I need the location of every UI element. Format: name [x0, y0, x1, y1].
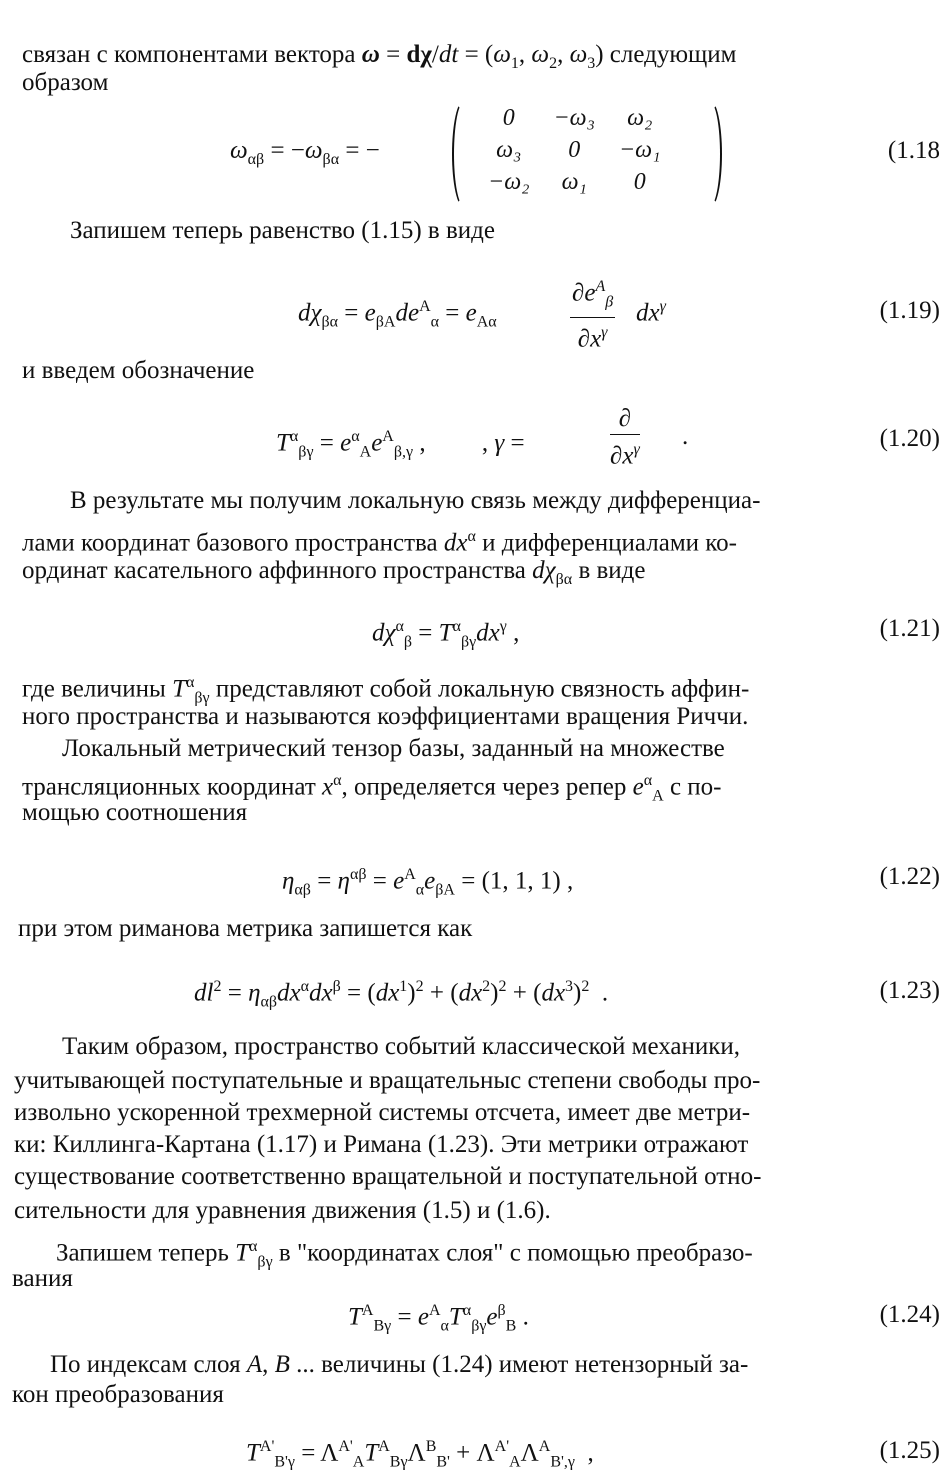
text-line: Таким образом, пространство событий классической механики,	[62, 1033, 741, 1060]
equation-1-25: $T^{A'}_{B'\gamma} = \Lambda^{A'}_AT^A_{B\gamma}\Lambda^B_{B'} + \Lambda^{A'}_A\Lambda^A_{B',\gamma}$ ,	[246, 1438, 594, 1471]
text-line: сительности для уравнения движения (1.5) и (1.6).	[14, 1197, 551, 1224]
matrix-cell: ω₂	[627, 104, 653, 131]
matrix-cell: 0	[633, 168, 646, 195]
text-line: кон преобразования	[12, 1381, 224, 1408]
matrix-cell: 0	[568, 136, 581, 163]
equation-period: .	[682, 423, 689, 450]
text-line: вания	[12, 1265, 73, 1292]
text-line: где величины $T^\alpha_{\beta\gamma}$ представляют собой локальную связность аффин-	[22, 674, 750, 707]
equation-number: (1.22)	[879, 863, 940, 890]
equation-number: (1.25)	[879, 1437, 940, 1464]
text-line: образом	[22, 69, 109, 96]
matrix-cell: ω₃	[496, 136, 522, 163]
text-line: извольно ускоренной трехмерной системы отсчета, имеет две метри-	[14, 1099, 751, 1126]
text-line: учитывающей поступательные и вращательныс степени свободы про-	[14, 1067, 761, 1094]
matrix-cell: −ω₁	[618, 136, 661, 163]
equation-number: (1.20)	[879, 425, 940, 452]
text-line: ного пространства и называются коэффициентами вращения Риччи.	[22, 703, 749, 730]
matrix-cell: −ω₃	[553, 104, 595, 131]
text-line: В результате мы получим локальную связь между дифференциа-	[70, 487, 761, 514]
text-line: По индексам слоя A, B ... величины (1.24) имеют нетензорный за-	[50, 1351, 749, 1378]
text-line: Запишем теперь равенство (1.15) в виде	[70, 217, 495, 244]
equation-number: (1.21)	[879, 615, 940, 642]
equation-1-18-matrix	[452, 100, 722, 204]
equation-number: (1.19)	[879, 297, 940, 324]
text-line: и введем обозначение	[22, 357, 255, 384]
equation-number: (1.24)	[879, 1301, 940, 1328]
equation-number: (1.18	[887, 137, 940, 164]
text-line: ки: Киллинга-Картана (1.17) и Римана (1.23). Эти метрики отражают	[14, 1131, 749, 1158]
fraction: $\partial e^A_\beta$ $\partial x^\gamma$	[570, 272, 615, 355]
matrix-cell: 0	[502, 104, 515, 131]
text-line: Запишем теперь $T^\alpha_{\beta\gamma}$ в "координатах слоя" с помощью преобразо-	[56, 1238, 753, 1271]
equation-1-24: $T^A_{B\gamma} = e^A_\alpha T^\alpha_{\beta\gamma}e^\beta_B$ .	[348, 1302, 529, 1335]
equation-1-23: $dl^2 = \eta_{\alpha\beta}dx^\alpha dx^\beta = (dx^1)^2 + (dx^2)^2 + (dx^3)^2$ .	[194, 978, 609, 1011]
text-line: связан с компонентами вектора $\omega = d\chi/dt = (\omega_1$, $\omega_2$, $\omega_3$) следующим	[22, 41, 737, 72]
text-line: трансляционных координат $x^\alpha$, определяется через репер $e^\alpha_A$ с по-	[22, 772, 722, 805]
equation-1-19-tail: $dx^\gamma$	[636, 298, 666, 327]
equation-1-19: $d\chi_{\beta\alpha} = e_{\beta A}de^A_\alpha = e_{A\alpha}$	[298, 298, 497, 331]
text-line: мощью соотношения	[22, 799, 248, 826]
equation-1-18-lhs: $\omega_{\alpha\beta} = -\omega_{\beta\alpha}$ = −	[230, 137, 380, 168]
equation-1-22: $\eta_{\alpha\beta} = \eta^{\alpha\beta} = e^A_\alpha e_{\beta A} = (1$, 1, 1) ,	[282, 866, 574, 899]
text-line: существование соответственно вращательной и поступательной отно-	[14, 1163, 762, 1190]
text-line: Локальный метрический тензор базы, заданный на множестве	[62, 735, 725, 762]
matrix-cell: −ω₂	[488, 168, 530, 195]
text-line: ординат касательного аффинного пространства $d\chi_{\beta\alpha}$ в виде	[22, 557, 646, 588]
fraction: ∂ $\partial x^\gamma$	[610, 405, 640, 470]
equation-1-21: $d\chi^\alpha_\beta = T^\alpha_{\beta\gamma}dx^\gamma$ ,	[372, 618, 520, 651]
matrix-cell: ω₁	[561, 168, 587, 195]
equation-number: (1.23)	[879, 977, 940, 1004]
text-line: при этом риманова метрика запишется как	[18, 915, 473, 942]
equation-1-20: $T^\alpha_{\beta\gamma} = e^\alpha_Ae^A_{\beta,\gamma}$ , , γ =	[276, 428, 525, 461]
text-line: лами координат базового пространства $dx^\alpha$ и дифференциалами ко-	[22, 528, 737, 557]
